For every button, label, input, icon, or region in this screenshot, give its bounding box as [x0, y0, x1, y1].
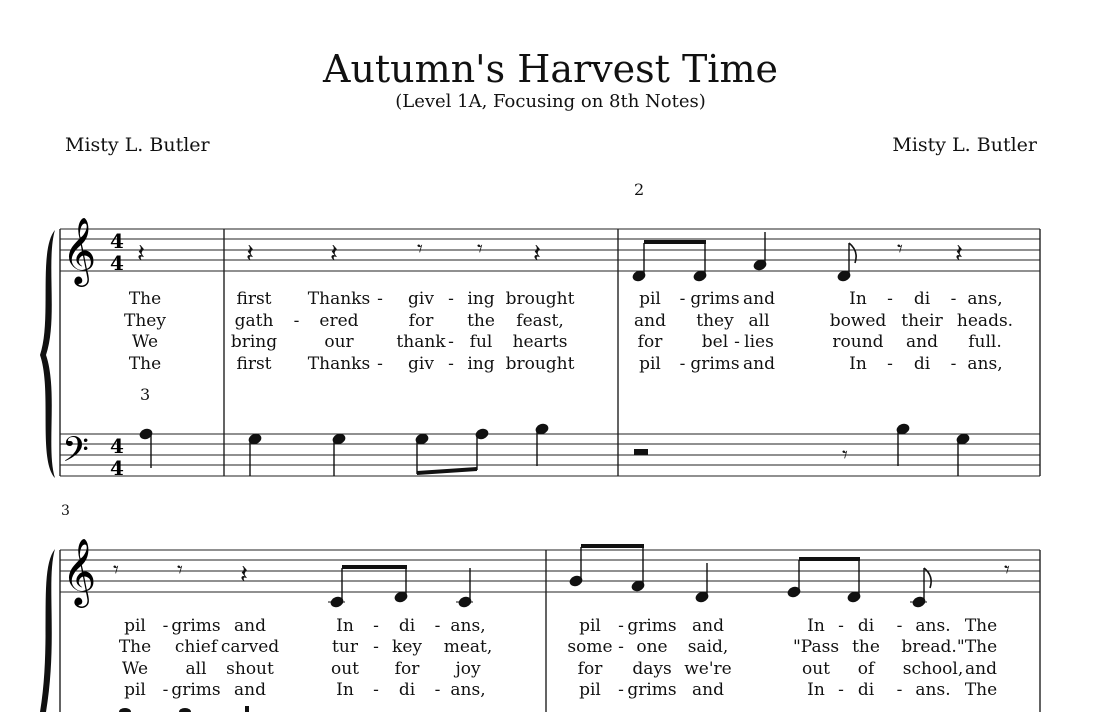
lyric-hyphen: -	[373, 637, 379, 657]
finger-number: 3	[140, 385, 151, 404]
lyric-syllable: thank	[396, 332, 446, 352]
lyric-syllable: Thanks	[307, 354, 371, 374]
lyric-syllable: and	[234, 616, 266, 636]
lyric-syllable: tur	[332, 637, 358, 657]
quarter-rest: 𝄽	[533, 239, 541, 269]
lyric-syllable: school,	[902, 659, 964, 679]
eighth-rest: 𝄾	[897, 237, 903, 262]
time-sig-bottom: 4	[110, 456, 124, 480]
lyric-syllable: ans,	[967, 289, 1003, 309]
eighth-rest: 𝄾	[113, 558, 119, 583]
lyric-hyphen: -	[679, 289, 686, 309]
lyric-syllable: The	[964, 680, 998, 700]
lyric-syllable: shout	[226, 659, 274, 679]
lyric-hyphen: -	[618, 616, 624, 636]
lyric-syllable: heads.	[956, 311, 1014, 331]
lyric-syllable: lies	[744, 332, 774, 352]
lyric-syllable: grims	[627, 680, 677, 700]
lyric-syllable: In	[336, 616, 354, 636]
lyric-syllable: our	[324, 332, 354, 352]
lyric-syllable: first	[236, 354, 272, 374]
lyric-hyphen: -	[887, 289, 893, 309]
quarter-rest: 𝄽	[330, 239, 338, 269]
lyric-syllable: di	[913, 354, 931, 374]
lyric-syllable: pil	[579, 616, 601, 636]
beam	[644, 240, 706, 244]
bass-clef-icon: 𝄢	[62, 429, 90, 478]
system-measure-number: 3	[61, 503, 70, 519]
treble-clef-icon: 𝄞	[62, 216, 97, 284]
lyric-hyphen: -	[448, 354, 454, 374]
lyric-hyphen: -	[448, 332, 454, 352]
quarter-rest: 𝄽	[137, 239, 145, 269]
lyric-syllable: Thanks	[307, 289, 371, 309]
lyric-syllable: grims	[171, 680, 221, 700]
lyric-syllable: the	[852, 637, 880, 657]
lyric-syllable: We	[131, 332, 159, 352]
lyric-syllable: The	[128, 289, 162, 309]
lyric-syllable: ans,	[967, 354, 1003, 374]
lyric-syllable: ans.	[915, 680, 951, 700]
quarter-rest: 𝄽	[246, 239, 254, 269]
lyric-syllable: gath	[234, 311, 274, 331]
lyric-syllable: bel	[701, 332, 729, 352]
lyric-syllable: giv	[408, 354, 434, 374]
lyric-syllable: In	[849, 289, 867, 309]
time-sig-top: 4	[110, 434, 124, 458]
treble-clef-icon: 𝄞	[62, 537, 97, 605]
eighth-rest: 𝄾	[177, 558, 183, 583]
lyric-syllable: all	[748, 311, 770, 331]
lyric-hyphen: -	[293, 311, 300, 331]
lyric-syllable: di	[398, 616, 416, 636]
lyric-syllable: carved	[220, 637, 280, 657]
lyric-syllable: and	[692, 616, 724, 636]
lyric-syllable: bread."	[901, 637, 965, 657]
lyric-syllable: The	[128, 354, 162, 374]
lyric-hyphen: -	[377, 289, 383, 309]
song-title: Autumn's Harvest Time	[323, 47, 778, 91]
lyric-syllable: In	[807, 616, 825, 636]
lyric-syllable: di	[913, 289, 931, 309]
lyric-syllable: ans.	[915, 616, 951, 636]
lyric-syllable: pil	[579, 680, 601, 700]
lyric-syllable: meat,	[443, 637, 493, 657]
lyricist-credit: Misty L. Butler	[65, 134, 210, 156]
lyric-syllable: pil	[639, 289, 661, 309]
lyric-syllable: said,	[687, 637, 729, 657]
half-rest	[634, 449, 648, 455]
lyric-syllable: grims	[171, 616, 221, 636]
lyric-syllable: and	[743, 289, 775, 309]
lyric-syllable: and	[743, 354, 775, 374]
lyric-syllable: we're	[684, 659, 732, 679]
lyric-hyphen: -	[679, 354, 686, 374]
eighth-rest: 𝄾	[1004, 558, 1010, 583]
lyric-syllable: grims	[627, 616, 677, 636]
lyric-syllable: We	[121, 659, 149, 679]
lyric-syllable: full.	[968, 332, 1002, 352]
lyric-syllable: They	[124, 311, 166, 331]
lyric-syllable: and	[906, 332, 938, 352]
lyric-syllable: pil	[124, 616, 146, 636]
lyric-syllable: The	[118, 637, 152, 657]
lyric-syllable: one	[636, 637, 668, 657]
lyric-syllable: brought	[505, 289, 575, 309]
lyric-syllable: joy	[455, 659, 481, 679]
song-subtitle: (Level 1A, Focusing on 8th Notes)	[395, 91, 706, 112]
lyric-hyphen: -	[162, 616, 169, 636]
lyric-syllable: ered	[319, 311, 359, 331]
lyric-syllable: di	[398, 680, 416, 700]
lyric-hyphen: -	[950, 354, 957, 374]
lyric-syllable: ans,	[450, 616, 486, 636]
quarter-rest: 𝄽	[955, 239, 963, 269]
lyric-hyphen: -	[377, 354, 383, 374]
lyric-syllable: their	[901, 311, 943, 331]
lyric-syllable: pil	[639, 354, 661, 374]
beam	[417, 467, 477, 475]
brace	[40, 549, 55, 712]
lyric-syllable: The	[964, 637, 998, 657]
bass-staff	[60, 434, 1040, 476]
eighth-rest: 𝄾	[417, 237, 423, 262]
lyric-hyphen: -	[838, 680, 844, 700]
lyric-syllable: pil	[124, 680, 146, 700]
lyric-syllable: round	[832, 332, 884, 352]
lyric-syllable: the	[467, 311, 495, 331]
lyric-syllable: brought	[505, 354, 575, 374]
lyric-syllable: for	[637, 332, 663, 352]
lyric-syllable: first	[236, 289, 272, 309]
lyric-syllable: di	[857, 680, 875, 700]
lyric-hyphen: -	[838, 616, 844, 636]
lyric-syllable: all	[185, 659, 207, 679]
time-sig-top: 4	[110, 229, 124, 253]
lyric-hyphen: -	[618, 637, 624, 657]
lyric-syllable: key	[392, 637, 422, 657]
measure-number: 2	[634, 180, 645, 199]
treble-notes	[328, 544, 931, 608]
brace	[40, 230, 55, 478]
lyric-hyphen: -	[162, 680, 169, 700]
lyric-hyphen: -	[887, 354, 893, 374]
lyric-syllable: ans,	[450, 680, 486, 700]
treble-staff	[60, 229, 1040, 271]
lyric-hyphen: -	[434, 616, 441, 636]
lyric-syllable: for	[408, 311, 434, 331]
lyric-syllable: chief	[174, 637, 218, 657]
lyric-hyphen: -	[373, 680, 379, 700]
lyric-syllable: for	[394, 659, 420, 679]
quarter-rest: 𝄽	[240, 560, 248, 590]
lyric-syllable: bowed	[829, 311, 887, 331]
lyric-syllable: for	[577, 659, 603, 679]
lyric-hyphen: -	[896, 616, 903, 636]
lyric-syllable: giv	[408, 289, 434, 309]
lyric-syllable: In	[807, 680, 825, 700]
lyric-syllable: The	[964, 616, 998, 636]
lyric-syllable: ing	[467, 289, 495, 309]
lyric-syllable: and	[965, 659, 997, 679]
lyric-hyphen: -	[896, 680, 903, 700]
lyric-syllable: hearts	[512, 332, 568, 352]
lyric-syllable: ful	[469, 332, 493, 352]
eighth-rest: 𝄾	[842, 443, 848, 468]
eighth-rest: 𝄾	[477, 237, 483, 262]
treble-staff	[60, 550, 1040, 592]
composer-credit: Misty L. Butler	[892, 134, 1037, 156]
lyric-syllable: "Pass	[792, 637, 840, 657]
lyric-syllable: bring	[230, 332, 278, 352]
lyric-syllable: feast,	[516, 311, 564, 331]
lyric-hyphen: -	[734, 332, 740, 352]
lyric-syllable: out	[330, 659, 360, 679]
lyric-syllable: grims	[690, 289, 740, 309]
lyric-syllable: In	[849, 354, 867, 374]
lyric-syllable: In	[336, 680, 354, 700]
lyric-syllable: ing	[467, 354, 495, 374]
lyric-syllable: out	[801, 659, 831, 679]
lyric-hyphen: -	[618, 680, 624, 700]
lyric-syllable: and	[234, 680, 266, 700]
lyric-syllable: grims	[690, 354, 740, 374]
lyric-syllable: di	[857, 616, 875, 636]
lyric-hyphen: -	[950, 289, 957, 309]
treble-notes	[632, 232, 856, 282]
lyric-syllable: of	[857, 659, 875, 679]
lyric-hyphen: -	[448, 289, 454, 309]
lyric-syllable: they	[696, 311, 734, 331]
lyric-hyphen: -	[373, 616, 379, 636]
lyric-syllable: some	[567, 637, 613, 657]
time-sig-bottom: 4	[110, 251, 124, 275]
lyric-syllable: days	[632, 659, 672, 679]
lyric-syllable: and	[634, 311, 666, 331]
lyric-syllable: and	[692, 680, 724, 700]
lyric-hyphen: -	[434, 680, 441, 700]
